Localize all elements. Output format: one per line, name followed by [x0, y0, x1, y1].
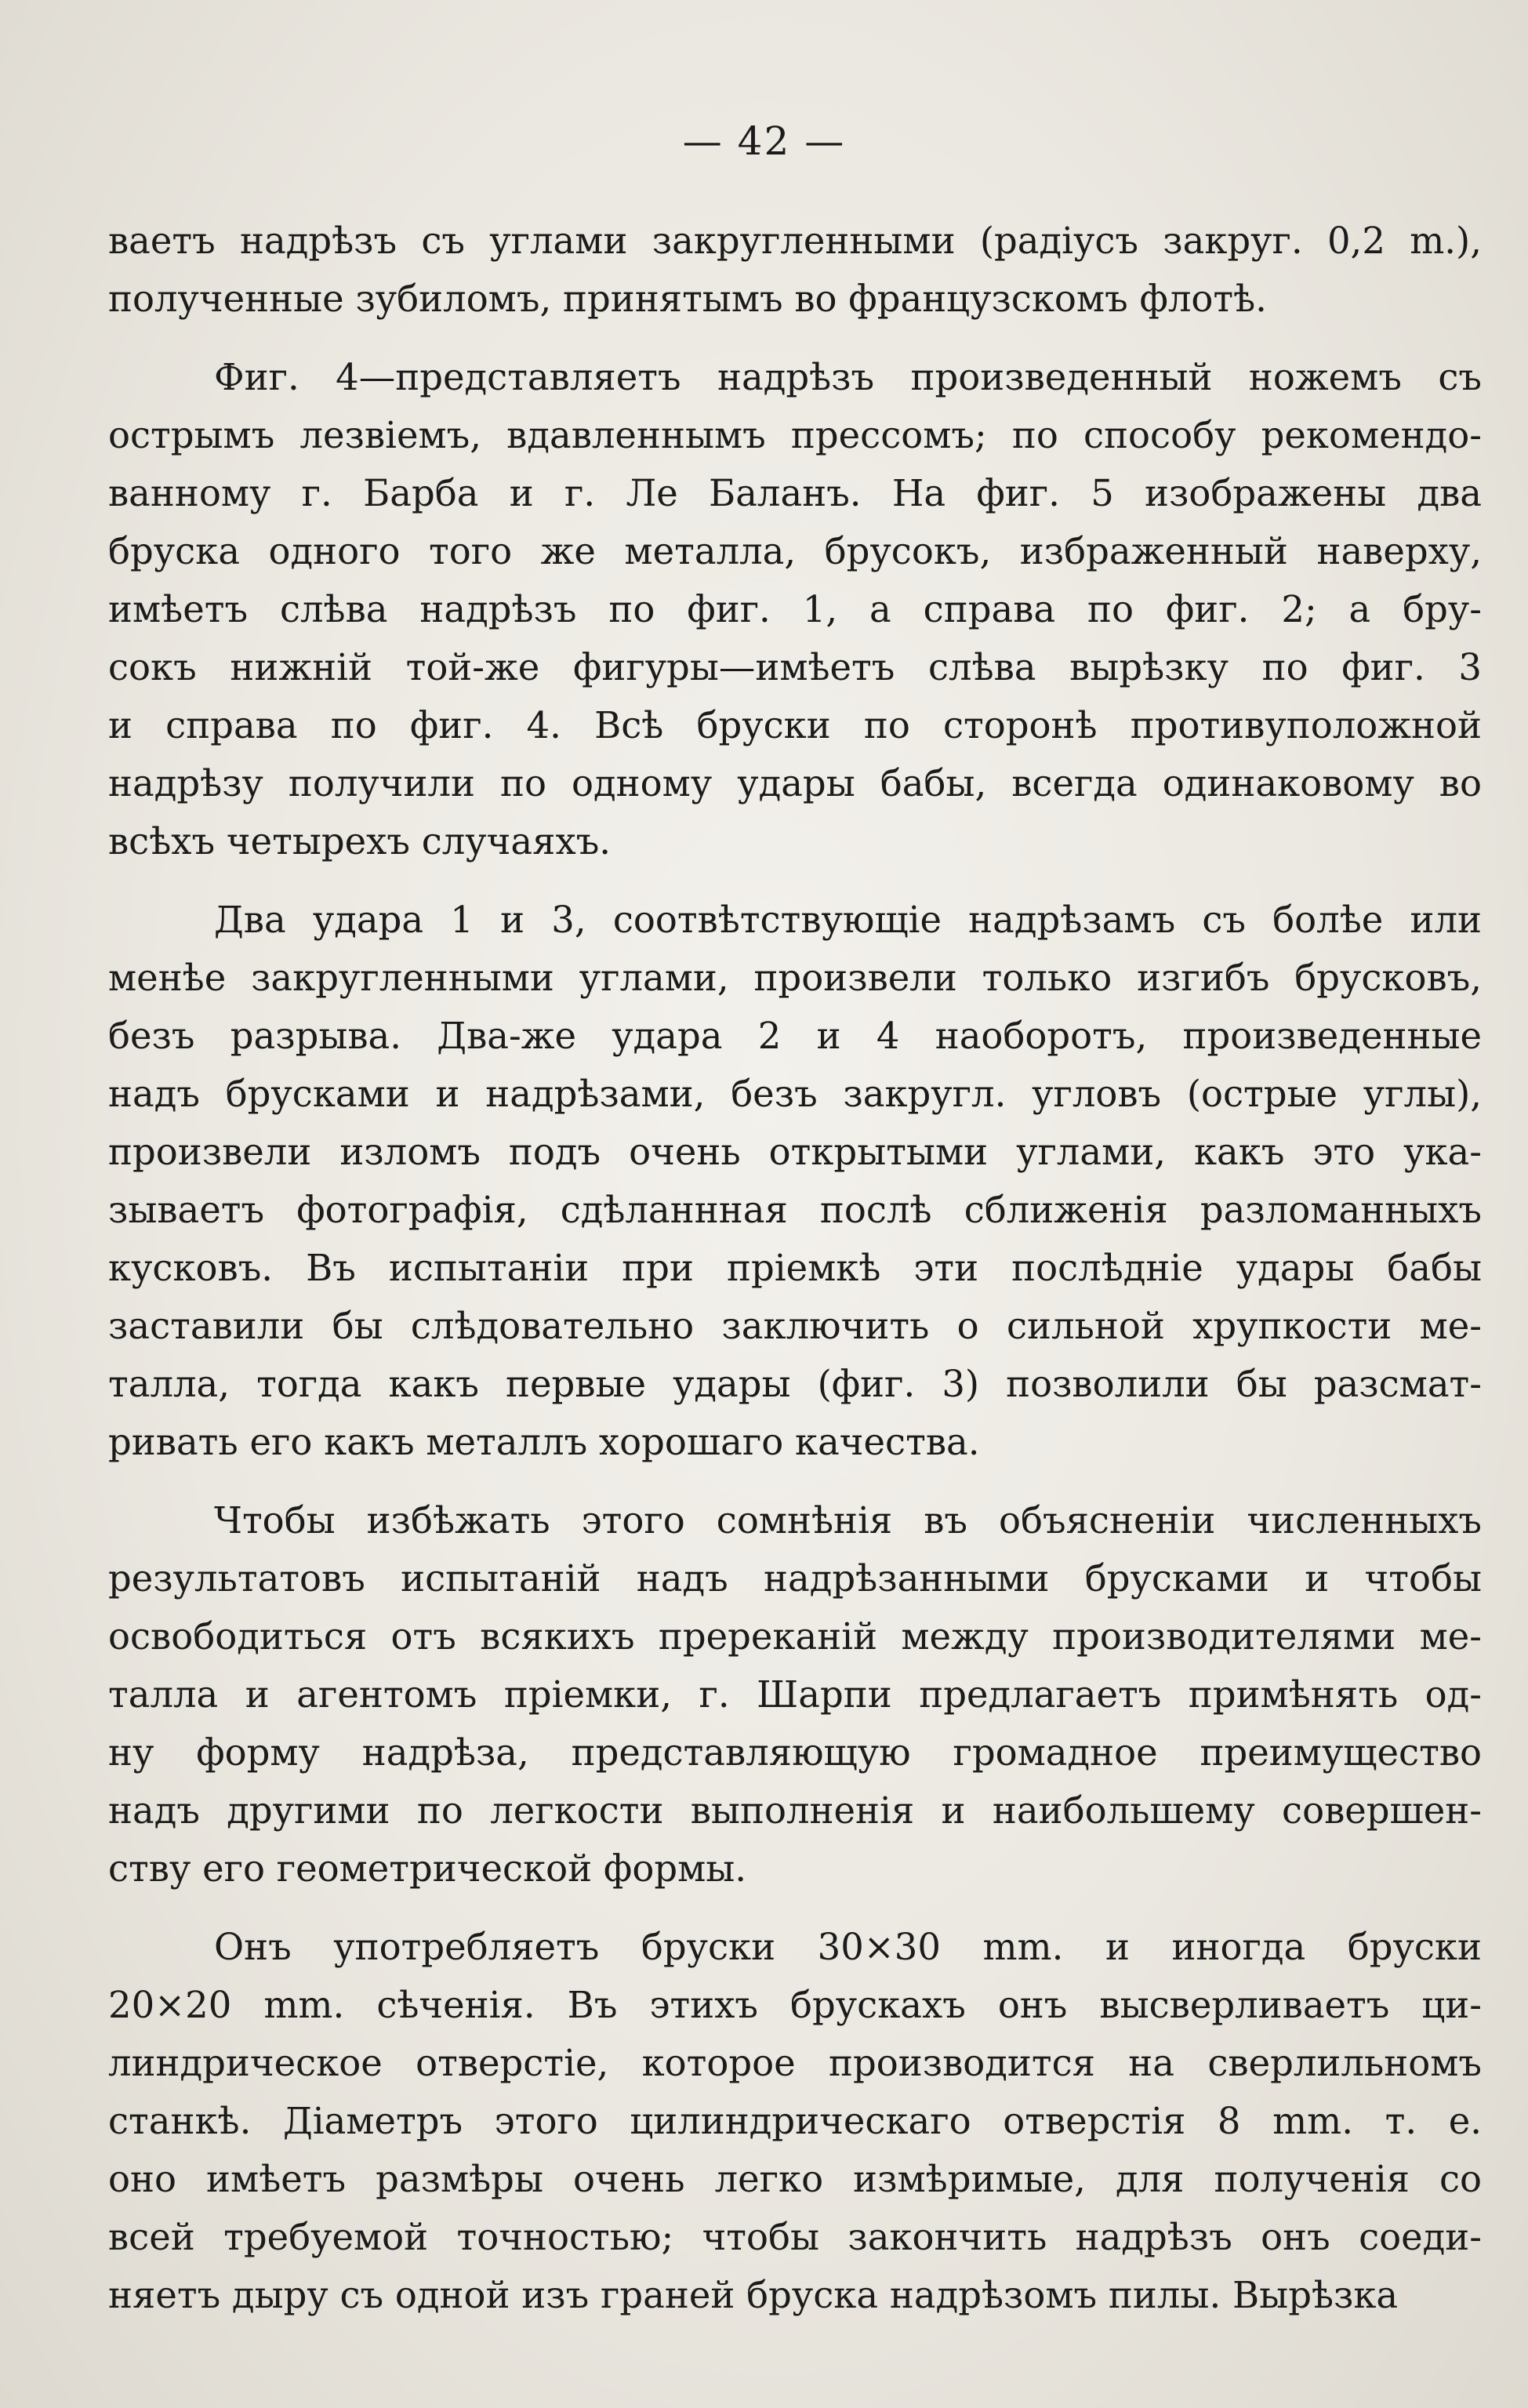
page-number: — 42 —	[682, 118, 846, 164]
text-line: ваетъ надрѣзъ съ углами закругленными (радіусъ закруг. 0,2 m.),	[108, 220, 1482, 262]
paragraph	[108, 212, 1482, 328]
text-line: надъ другими по легкости выполненія и наибольшему совершен-	[108, 1789, 1482, 1832]
text-line: освободиться отъ всякихъ пререканій между производителями ме-	[108, 1615, 1482, 1658]
text-line: няетъ дыру съ одной изъ граней бруска надрѣзомъ пилы. Вырѣзка	[108, 2274, 1399, 2316]
paragraph	[108, 1491, 1482, 1898]
text-line: полученные зубиломъ, принятымъ во французскомъ флотѣ.	[108, 278, 1267, 320]
text-line: линдрическое отверстіе, которое производится на сверлильномъ	[108, 2042, 1482, 2084]
text-line: безъ разрыва. Два-же удара 2 и 4 наоборотъ, произведенные	[108, 1015, 1482, 1057]
text-line: оно имѣетъ размѣры очень легко измѣримые, для полученія со	[108, 2158, 1482, 2200]
text-line: и справа по фиг. 4. Всѣ бруски по сторонѣ противуположной	[108, 704, 1482, 746]
text-line: Чтобы избѣжать этого сомнѣнія въ объясненіи численныхъ	[214, 1499, 1482, 1542]
text-line: надъ брусками и надрѣзами, безъ закругл. угловъ (острые углы),	[108, 1073, 1482, 1115]
text-line: ванному г. Барба и г. Ле Баланъ. На фиг. 5 изображены два	[108, 472, 1482, 514]
text-line: всѣхъ четырехъ случаяхъ.	[108, 820, 612, 863]
text-line: талла и агентомъ пріемки, г. Шарпи предлагаетъ примѣнять од-	[108, 1673, 1482, 1716]
text-line: всей требуемой точностью; чтобы закончить надрѣзъ онъ соеди-	[108, 2216, 1482, 2258]
text-line: ривать его какъ металлъ хорошаго качества.	[108, 1421, 980, 1463]
text-line: ну форму надрѣза, представляющую громадное преимущество	[108, 1731, 1482, 1774]
text-line: заставили бы слѣдовательно заключить о сильной хрупкости ме-	[108, 1305, 1482, 1347]
text-line: сокъ нижній той-же фигуры—имѣетъ слѣва вырѣзку по фиг. 3	[108, 646, 1482, 688]
page-body	[108, 212, 1482, 2324]
paragraph	[108, 348, 1482, 870]
text-line: имѣетъ слѣва надрѣзъ по фиг. 1, а справа по фиг. 2; а бру-	[108, 588, 1482, 630]
text-line: Онъ употребляетъ бруски 30×30 mm. и иногда бруски	[214, 1926, 1482, 1968]
paragraph	[108, 891, 1482, 1471]
text-line: бруска одного того же металла, брусокъ, избраженный наверху,	[108, 530, 1482, 572]
text-line: произвели изломъ подъ очень открытыми углами, какъ это ука-	[108, 1131, 1482, 1173]
text-line: зываетъ фотографія, сдѣланнная послѣ сближенія разломанныхъ	[108, 1189, 1482, 1231]
text-line: надрѣзу получили по одному удары бабы, всегда одинаковому во	[108, 762, 1482, 804]
text-line: острымъ лезвіемъ, вдавленнымъ прессомъ; по способу рекомендо-	[108, 414, 1482, 456]
text-line: результатовъ испытаній надъ надрѣзанными брусками и чтобы	[108, 1557, 1482, 1600]
text-line: ству его геометрической формы.	[108, 1847, 747, 1890]
text-line: Два удара 1 и 3, соотвѣтствующіе надрѣзамъ съ болѣе или	[214, 899, 1482, 941]
paragraph	[108, 1918, 1482, 2324]
text-line: 20×20 mm. сѣченія. Въ этихъ брускахъ онъ высверливаетъ ци-	[108, 1984, 1482, 2026]
text-line: кусковъ. Въ испытаніи при пріемкѣ эти послѣдніе удары бабы	[108, 1247, 1482, 1289]
text-line: менѣе закругленными углами, произвели только изгибъ брусковъ,	[108, 957, 1482, 999]
text-line: Фиг. 4—представляетъ надрѣзъ произведенный ножемъ съ	[214, 356, 1482, 398]
text-line: талла, тогда какъ первые удары (фиг. 3) позволили бы разсмат-	[108, 1363, 1482, 1405]
text-line: станкѣ. Діаметръ этого цилиндрическаго отверстія 8 mm. т. е.	[108, 2100, 1482, 2142]
